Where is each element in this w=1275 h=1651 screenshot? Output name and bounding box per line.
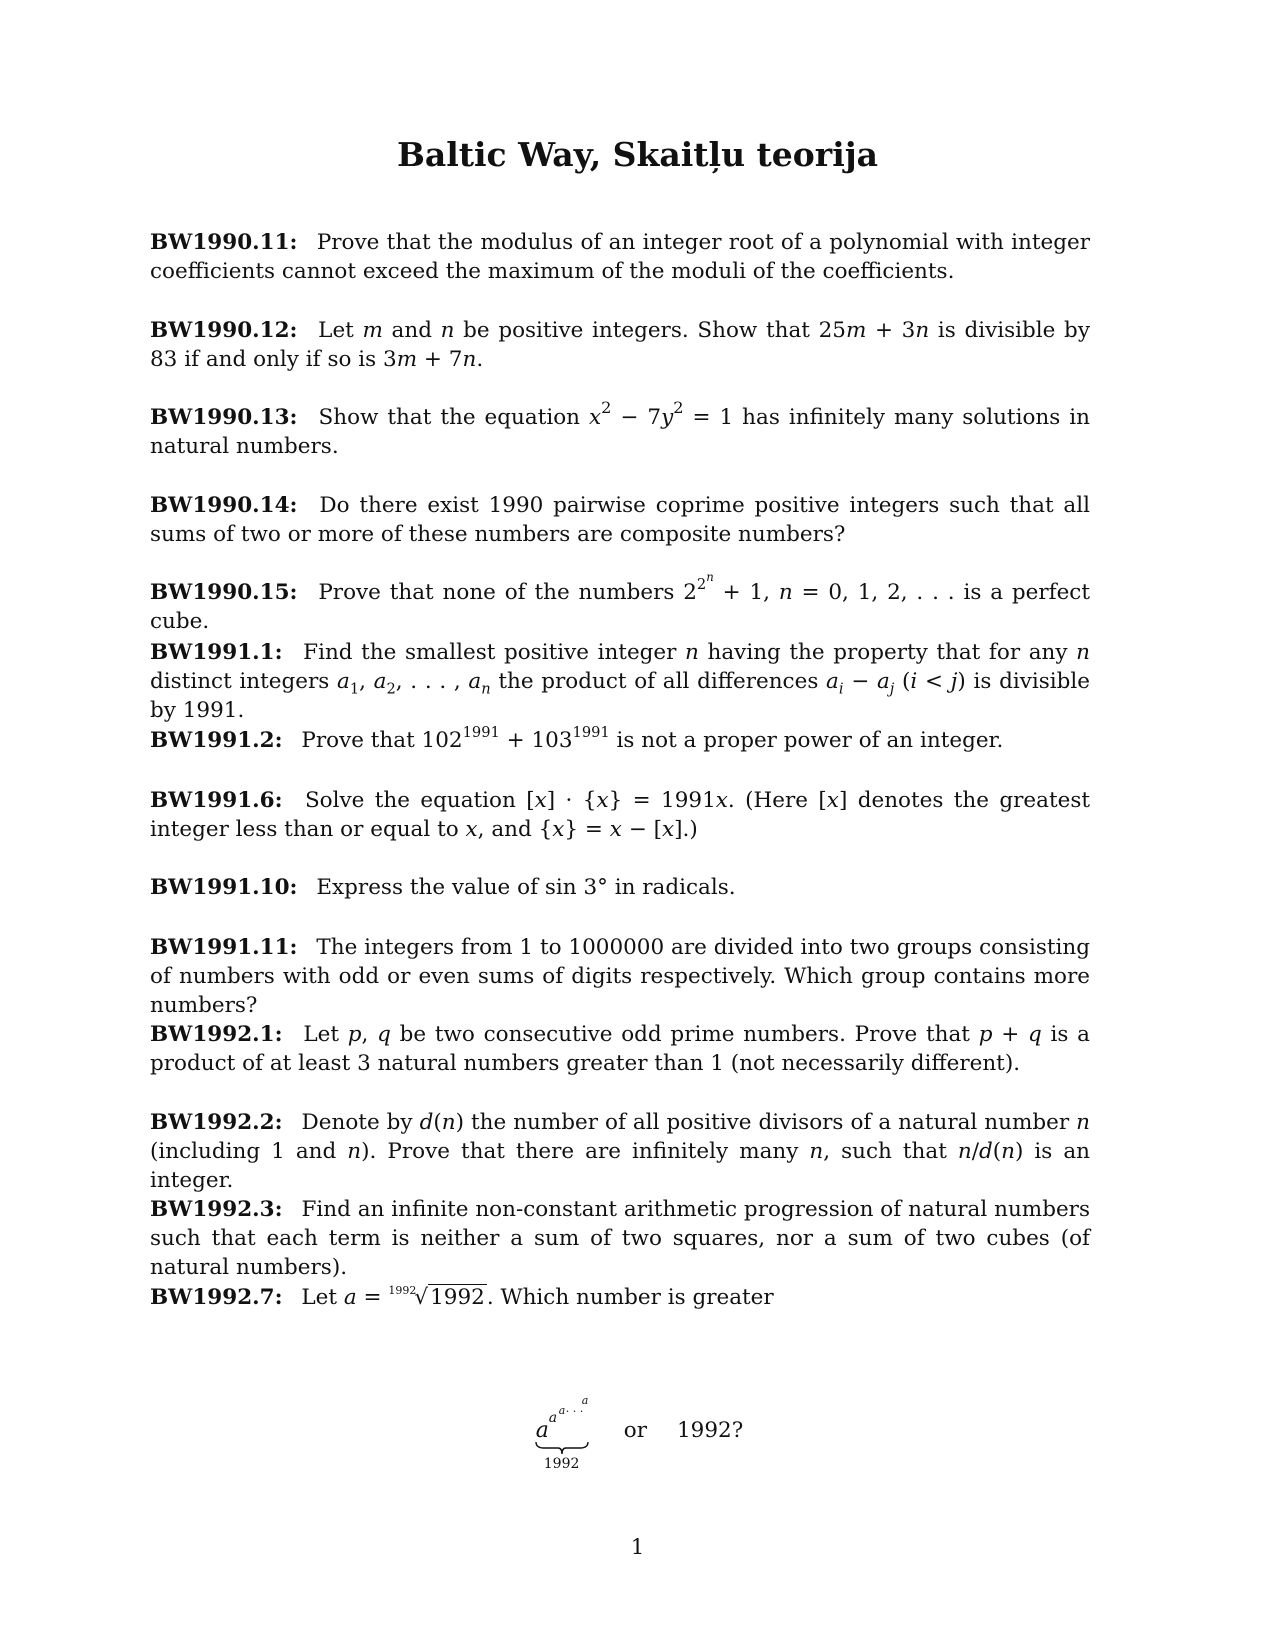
tower-count: 1992 [543, 1456, 580, 1472]
problem-text: Show that the equation $x^2 - 7y^2 = 1$ has infinitely many solutions in natural numbers. [150, 398, 1090, 459]
problem-text: The integers from 1 to 1000000 are divided into two groups consisting of numbers with odd or even sums of digits respectively. Which group contains more numbers? [150, 935, 1090, 1018]
problem-bw1992-2 [150, 1108, 1090, 1195]
problem-text: Do there exist 1990 pairwise coprime positive integers such that all sums of two or more of these numbers are composite numbers? [150, 493, 1090, 547]
problem-bw1990-15 [150, 570, 1090, 636]
problem-bw1992-3 [150, 1195, 1090, 1282]
problem-id: BW1991.11: [150, 935, 298, 960]
power-tower-comparison [0, 1394, 1275, 1474]
problem-bw1991-11 [150, 933, 1090, 1020]
problem-bw1990-11 [150, 228, 1090, 286]
problem-text: Denote by d(n) the number of all positive divisors of a natural number n (including 1 and n). Prove that there are infinitely many n, such that n/d(n) is an integer. [150, 1110, 1090, 1193]
problem-text: Let p, q be two consecutive odd prime numbers. Prove that p + q is a product of at least 3 natural numbers greater than 1 (not necessarily different). [150, 1022, 1091, 1076]
problem-text: Prove that none of the numbers $2^{2^n} + 1$, n = 0, 1, 2, . . . is a perfect cube. [150, 570, 1090, 634]
problem-id: BW1990.15: [150, 580, 298, 605]
problem-id: BW1992.2: [150, 1110, 283, 1135]
problem-text: Prove that $102^{1991} + 103^{1991}$ is not a proper power of an integer. [301, 723, 1004, 753]
underbrace-icon [534, 1440, 590, 1456]
problem-bw1991-6 [150, 786, 1090, 844]
problem-id: BW1991.2: [150, 728, 283, 753]
problem-id: BW1992.3: [150, 1197, 283, 1222]
page-number: 1 [630, 1535, 645, 1559]
problem-id: BW1990.12: [150, 318, 298, 343]
problem-bw1992-1 [150, 1020, 1090, 1078]
compare-value: 1992? [676, 1418, 744, 1443]
problem-text: Prove that the modulus of an integer root of a polynomial with integer coefficients cannot exceed the maximum of the moduli of the coefficients. [150, 230, 1090, 284]
problem-id: BW1991.1: [150, 640, 283, 665]
or-word: or [623, 1418, 647, 1443]
problem-text: Let a = $^{1992}$√1992. Which number is greater [301, 1284, 774, 1310]
problem-bw1991-1 [150, 638, 1090, 725]
problem-text: Let m and n be positive integers. Show that 25m + 3n is divisible by 83 if and only if so is 3m + 7n. [150, 318, 1090, 372]
problem-bw1991-10 [150, 873, 1090, 902]
power-tower: a a a . . . a 1992 [535, 1394, 589, 1472]
problem-id: BW1990.14: [150, 493, 298, 518]
problem-text: Express the value of sin 3° in radicals. [316, 875, 736, 900]
document-title: Baltic Way, Skaitļu teorija [396, 135, 879, 174]
problem-bw1990-14 [150, 491, 1090, 549]
problem-id: BW1990.11: [150, 230, 298, 255]
problem-id: BW1991.10: [150, 875, 298, 900]
problem-bw1990-12 [150, 316, 1090, 374]
problem-id: BW1991.6: [150, 788, 283, 813]
problem-id: BW1992.1: [150, 1022, 283, 1047]
problem-id: BW1990.13: [150, 405, 298, 430]
problem-id: BW1992.7: [150, 1285, 283, 1310]
problem-bw1991-2 [150, 723, 1090, 755]
problem-text: Find an infinite non-constant arithmetic progression of natural numbers such that each term is neither a sum of two squares, nor a sum of two cubes (of natural numbers). [150, 1197, 1090, 1280]
problem-text: Find the smallest positive integer n having the property that for any n distinct integers $a_1$, $a_2$, . . . , $a_n$ the product of all differences $a_i - a_j$ (i < j) is divisible by 1991. [150, 640, 1091, 723]
problem-text: Solve the equation [x] · {x} = 1991x. (Here [x] denotes the greatest integer less than or equal to x, and {x} = x − [x].) [150, 788, 1091, 842]
problem-bw1992-7 [150, 1283, 1090, 1315]
problem-bw1990-13 [150, 398, 1090, 461]
